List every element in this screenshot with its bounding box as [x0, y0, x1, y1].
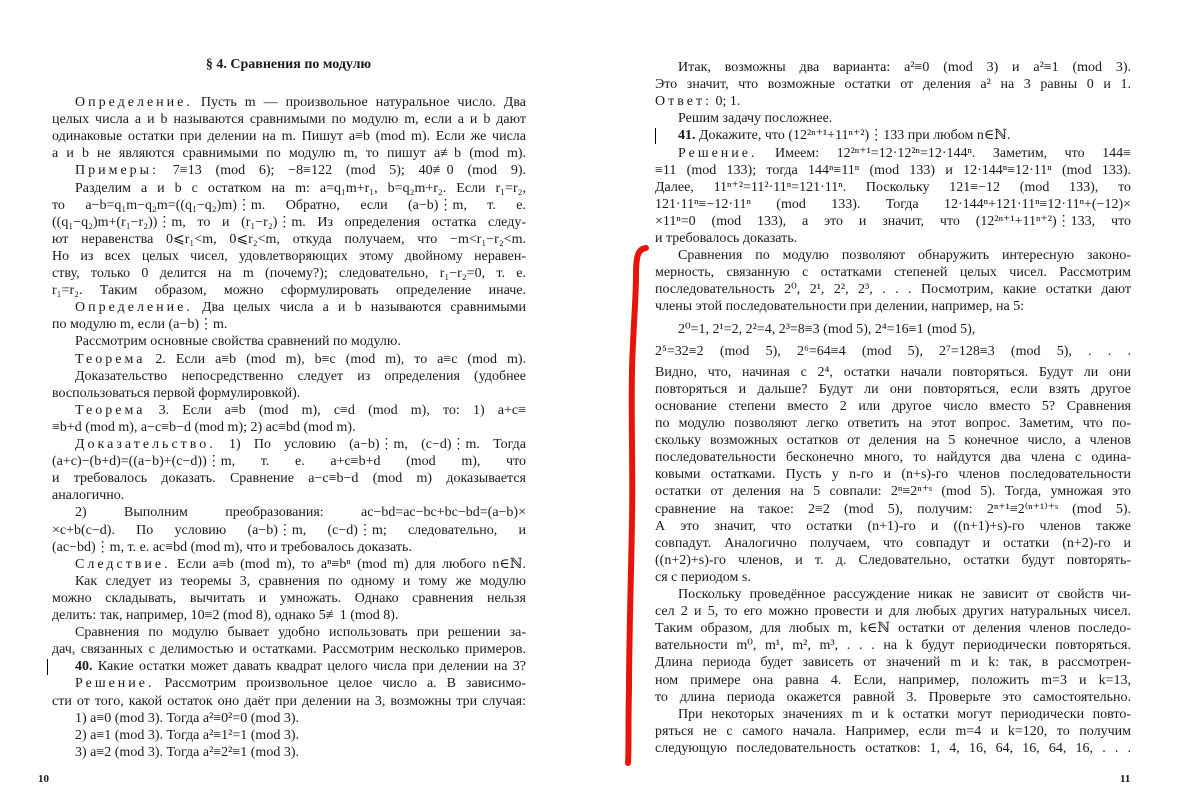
text-line: [655, 76, 1131, 93]
term-label: Следствие.: [75, 556, 171, 572]
text-line: [655, 449, 1131, 466]
text-line: [655, 432, 1131, 449]
text-line: [655, 179, 1131, 196]
text-line: [52, 145, 526, 162]
text-line: [52, 470, 526, 487]
line-text: сел 2 и 5, то его можно провести и для любых других натуральных чисел.: [655, 604, 1131, 620]
text-line: [655, 552, 1131, 569]
line-text: Докажите, что (12²ⁿ⁺¹+11ⁿ⁺²)⋮133 при любом n∈ℕ.: [695, 128, 1011, 144]
line-text: ((q₁−q₂)m+(r₁−r₂))⋮m, то и (r₁−r₂)⋮m. Из определения остатка следу-: [52, 214, 526, 230]
line-text: одинаковые остатки при делении на m. Пишут a≡b (mod m). Если же числа: [52, 129, 526, 145]
margin-marker: [655, 128, 656, 144]
text-line: [655, 298, 1131, 315]
line-text: ном примере она равна 4. Если, например, положить m=3 и k=13,: [655, 672, 1131, 688]
problem-number: 41.: [678, 128, 696, 144]
line-text: 7≡13 (mod 6); −8≡122 (mod 5); 40≢0 (mod 9).: [158, 163, 526, 179]
text-line: [52, 111, 526, 128]
text-line: [52, 180, 526, 197]
line-text: Рассмотрим основные свойства сравнений по модулю.: [75, 334, 401, 350]
line-text: и требовалось доказать.: [655, 231, 798, 246]
line-text: 2. Если a≡b (mod m), b≡c (mod m), то a≡c (mod m).: [145, 351, 526, 367]
text-line: [52, 710, 526, 727]
text-line: [655, 466, 1131, 483]
line-text: ют неравенства 0⩽r₁<m, 0⩽r₂<m, откуда получаем, что −m<r₁−r₂<m.: [52, 231, 526, 247]
text-line: [52, 624, 526, 641]
text-line: [52, 453, 526, 470]
line-text: то длина периода окажется равной 3. Проверьте это самостоятельно.: [655, 689, 1131, 705]
text-line: [52, 539, 526, 556]
formula-line: [655, 321, 1131, 338]
text-line: [655, 93, 1131, 110]
line-text: по модулю m, если (a−b)⋮m.: [52, 317, 228, 333]
line-text: ся с периодом s.: [655, 569, 751, 585]
text-line: [655, 586, 1131, 603]
line-text: (ac−bd)⋮m, т. е. ac≡bd (mod m), что и требовалось доказать.: [52, 539, 412, 555]
text-line: [655, 501, 1131, 518]
problem-number: 40.: [75, 659, 93, 675]
text-line: [655, 706, 1131, 723]
line-text: А это значит, что остатки (n+1)-го и ((n+1)+s)-го членов также: [655, 518, 1131, 534]
term-label: Ответ:: [655, 94, 712, 110]
text-line: [655, 59, 1131, 76]
text-line: [655, 162, 1131, 179]
formula-line: [655, 343, 1131, 360]
line-text: основание степени вместо 2 или другое число вместо 5? Сравнения: [655, 398, 1131, 414]
term-label: Решение.: [75, 676, 155, 692]
text-line: [52, 658, 526, 675]
line-text: ≡b+d (mod m), a−c≡b−d (mod m); 2) ac≡bd (mod m).: [52, 419, 356, 435]
line-text: Сравнения по модулю позволяют обнаружить интересную законо-: [678, 248, 1131, 264]
line-text: сравнение на такое: 2≡2 (mod 5), получим: 2ⁿ⁺¹≡2⁽ⁿ⁺¹⁾⁺ˢ (mod 5).: [655, 501, 1131, 517]
line-text: члены этой последовательности при делении, например, на 5:: [655, 299, 1025, 315]
line-text: вательности m⁰, m¹, m², m³, . . . на k будут периодически повторяться.: [655, 638, 1131, 654]
text-line: [655, 603, 1131, 620]
line-text: Решим задачу посложнее.: [678, 111, 833, 127]
term-label: Доказательство.: [75, 437, 216, 452]
text-line: [655, 620, 1131, 637]
text-line: [655, 264, 1131, 281]
text-line: [655, 415, 1131, 432]
line-text: При некоторых значениях m и k остатки могут периодически повто-: [678, 706, 1131, 722]
text-line: [655, 127, 1131, 144]
term-label: Решение.: [678, 145, 758, 161]
text-line: [52, 641, 526, 658]
line-text: ×c+b(c−d). По условию (a−b)⋮m, (c−d)⋮m; следовательно, и: [52, 522, 526, 538]
text-line: [52, 607, 526, 624]
line-text: Какие остатки может давать квадрат целого числа при делении на 3?: [92, 659, 526, 675]
line-text: целых числа a и b называются сравнимыми по модулю m, если a и b дают: [52, 112, 526, 128]
line-text: Пусть m — произвольное натуральное число. Два: [192, 95, 526, 110]
text-line: [52, 727, 526, 744]
line-text: 3) a≡2 (mod 3). Тогда a²≡2²≡1 (mod 3).: [75, 744, 299, 760]
line-text: Рассмотрим произвольное целое число a. В зависимо-: [154, 676, 526, 692]
text-line: [52, 282, 526, 299]
line-text: последовательность 2⁰, 2¹, 2², 2³, . . . Посмотрим, какие остатки дают: [655, 282, 1131, 298]
text-line: [655, 689, 1131, 706]
text-line: [52, 385, 526, 402]
line-text: воспользоваться первой формулировкой).: [52, 385, 301, 401]
line-text: 2⁵=32≡2 (mod 5), 2⁶=64≡4 (mod 5), 2⁷=128≡3 (mod 5), . . .: [655, 343, 1131, 359]
text-line: [52, 487, 526, 504]
text-line: [655, 723, 1131, 740]
text-line: [655, 230, 1131, 247]
text-line: [52, 402, 526, 419]
text-line: [52, 522, 526, 539]
line-text: Как следует из теоремы 3, сравнения по одному и тому же модулю: [75, 573, 526, 589]
line-text: Видно, что, начиная с 2⁴, остатки начали повторяться. Будут ли они: [655, 364, 1131, 380]
line-text: Но из всех целых чисел, удовлетворяющих этому двойному неравен-: [52, 248, 526, 264]
text-line: [52, 231, 526, 248]
line-text: 2⁰=1, 2¹=2, 2²=4, 2³=8≡3 (mod 5), 2⁴=16≡1 (mod 5),: [678, 321, 976, 337]
line-text: Разделим a и b с остатком на m: a=q₁m+r₁, b=q₂m+r₂. Если r₁=r₂,: [75, 180, 526, 196]
text-line: [52, 590, 526, 607]
text-line: [655, 569, 1131, 586]
line-text: Два целых числа a и b называются сравнимыми: [192, 300, 526, 316]
line-text: последовательности бесконечно много, то найдутся два члена с одина-: [655, 450, 1131, 466]
line-text: Если a≡b (mod m), то aⁿ≡bⁿ (mod m) для любого n∈ℕ.: [170, 556, 526, 572]
text-line: [52, 419, 526, 436]
text-line: [52, 265, 526, 282]
line-text: делить: так, например, 10≡2 (mod 8), однако 5≢1 (mod 8).: [52, 608, 399, 623]
line-text: Поскольку проведённое рассуждение никак не зависит от свойств чи-: [678, 587, 1131, 602]
line-text: ≡11 (mod 133); тогда 144ⁿ≡11ⁿ (mod 133) и 12·144ⁿ≡12·11ⁿ (mod 133).: [655, 162, 1131, 178]
text-line: [655, 637, 1131, 654]
line-text: аналогично.: [52, 488, 125, 504]
text-line: [52, 94, 526, 111]
line-text: ковыми остатками. Пусть у n-го и (n+s)-го членов последовательности: [655, 467, 1131, 483]
text-line: [655, 364, 1131, 381]
text-line: [52, 504, 526, 521]
line-text: Доказательство непосредственно следует из определения (удобнее: [75, 368, 526, 384]
text-line: [655, 535, 1131, 552]
text-line: [655, 145, 1131, 162]
line-text: Это значит, что возможные остатки от деления a² на 3 равны 0 и 1.: [655, 77, 1131, 93]
page-number-left: 10: [38, 773, 49, 785]
term-label: Теорема: [75, 351, 146, 367]
line-text: 121·11ⁿ≡−12·11ⁿ (mod 133). Тогда 12·144ⁿ+121·11ⁿ≡12·11ⁿ+(−12)×: [655, 196, 1131, 212]
text-line: [52, 333, 526, 350]
term-label: Теорема: [75, 402, 146, 418]
text-line: [52, 351, 526, 368]
text-line: [52, 744, 526, 761]
line-text: мерность, связанную с остатками степеней целых чисел. Рассмотрим: [655, 265, 1131, 281]
line-text: Длина периода будет зависеть от значений m и k: так, в рассмотрен-: [655, 655, 1131, 671]
line-text: остатки от деления на 5 совпали: 2ⁿ≡2ⁿ⁺ˢ (mod 5). Тогда, умножая это: [655, 484, 1131, 500]
line-text: 2) Выполним преобразования: ac−bd=ac−bc+bc−bd=(a−b)×: [75, 505, 526, 521]
text-line: [655, 381, 1131, 398]
text-line: [52, 197, 526, 214]
text-line: [655, 213, 1131, 230]
text-line: [655, 247, 1131, 264]
line-text: скольку возможных остатков от деления на 5 конечное число, а членов: [655, 433, 1131, 449]
line-text: повторяться и дальше? Будут ли они повторяться, если взять другое: [655, 381, 1131, 397]
text-line: [655, 518, 1131, 535]
line-text: Сравнения по модулю бывает удобно использовать при решении за-: [75, 625, 526, 641]
text-line: [52, 693, 526, 710]
line-text: Таким образом, для любых m, k∈ℕ остатки от деления членов последо-: [655, 621, 1131, 637]
margin-marker: [47, 659, 48, 675]
text-line: [655, 398, 1131, 415]
term-label: Определение.: [75, 95, 193, 110]
term-label: Определение.: [75, 300, 193, 316]
text-line: [52, 214, 526, 231]
text-line: [52, 299, 526, 316]
line-text: то a−b=q₁m−q₂m=((q₁−q₂)m)⋮m. Обратно, если (a−b)⋮m, т. е.: [52, 197, 526, 213]
text-line: [52, 128, 526, 145]
line-text: ((n+2)+s)-го членов, и т. д. Следовательно, остатки будут повторять-: [655, 552, 1131, 568]
line-text: (a+c)−(b+d)=((a−b)+(c−d))⋮m, т. е. a+c≡b+d (mod m), что: [52, 454, 526, 470]
line-text: 1) a≡0 (mod 3). Тогда a²≡0²=0 (mod 3).: [75, 710, 299, 726]
line-text: следующую последовательность остатков: 1, 4, 16, 64, 16, 64, 16, . . .: [655, 740, 1131, 756]
text-line: [655, 654, 1131, 671]
line-text: 2) a≡1 (mod 3). Тогда a²≡1²=1 (mod 3).: [75, 727, 299, 743]
line-text: совпадут. Аналогично получаем, что совпадут и остатки (n+2)-го и: [655, 535, 1131, 551]
line-text: ряться не с самого начала. Например, если m=4 и k=120, то получим: [655, 723, 1131, 739]
text-line: [655, 740, 1131, 757]
line-text: и требовалось доказать. Сравнение a−c≡b−d (mod m) доказывается: [52, 471, 526, 487]
page-number-right: 11: [1120, 773, 1131, 785]
line-text: ×11ⁿ=0 (mod 133), а это и значит, что (12²ⁿ⁺¹+11ⁿ⁺²)⋮133, что: [655, 213, 1131, 229]
line-text: ству, только 0 делится на m (почему?); следовательно, r₁−r₂=0, т. е.: [52, 266, 526, 281]
text-line: [52, 368, 526, 385]
text-line: [655, 281, 1131, 298]
text-line: [655, 672, 1131, 689]
text-line: [655, 196, 1131, 213]
text-line: [52, 162, 526, 179]
line-text: 3. Если a≡b (mod m), c≡d (mod m), то: 1) a+c≡: [145, 402, 526, 418]
line-text: по модулю позволяют легко ответить на этот вопрос. Заметим, что по-: [655, 416, 1131, 431]
text-line: [655, 483, 1131, 500]
line-text: a и b не являются сравнимыми по модулю m, то пишут a≢b (mod m).: [52, 146, 526, 162]
text-line: [52, 436, 526, 453]
line-text: 1) По условию (a−b)⋮m, (c−d)⋮m. Тогда: [215, 437, 526, 452]
line-text: Итак, возможны два варианта: a²≡0 (mod 3) и a²≡1 (mod 3).: [678, 60, 1131, 75]
text-line: [52, 316, 526, 333]
line-text: можно складывать, вычитать и умножать. Однако сравнения нельзя: [52, 590, 526, 606]
term-label: Примеры:: [75, 163, 159, 179]
section-title: § 4. Сравнения по модулю: [205, 57, 372, 72]
text-line: [52, 675, 526, 692]
right-page: [590, 0, 1180, 809]
line-text: r₁=r₂. Таким образом, можно сформулировать определение иначе.: [52, 283, 526, 299]
text-line: [52, 573, 526, 590]
line-text: Далее, 11ⁿ⁺²=11²·11ⁿ=121·11ⁿ. Поскольку 121≡−12 (mod 133), то: [655, 179, 1131, 195]
text-line: [52, 248, 526, 265]
line-text: 0; 1.: [711, 94, 741, 110]
line-text: дач, связанных с делимостью и остатками. Рассмотрим несколько примеров.: [52, 642, 526, 658]
line-text: Имеем: 12²ⁿ⁺¹=12·12²ⁿ=12·144ⁿ. Заметим, что 144≡: [757, 145, 1131, 161]
text-line: [655, 110, 1131, 127]
text-line: [52, 556, 526, 573]
line-text: сти от того, какой остаток оно даёт при делении на 3, возможны три случая:: [52, 693, 526, 709]
